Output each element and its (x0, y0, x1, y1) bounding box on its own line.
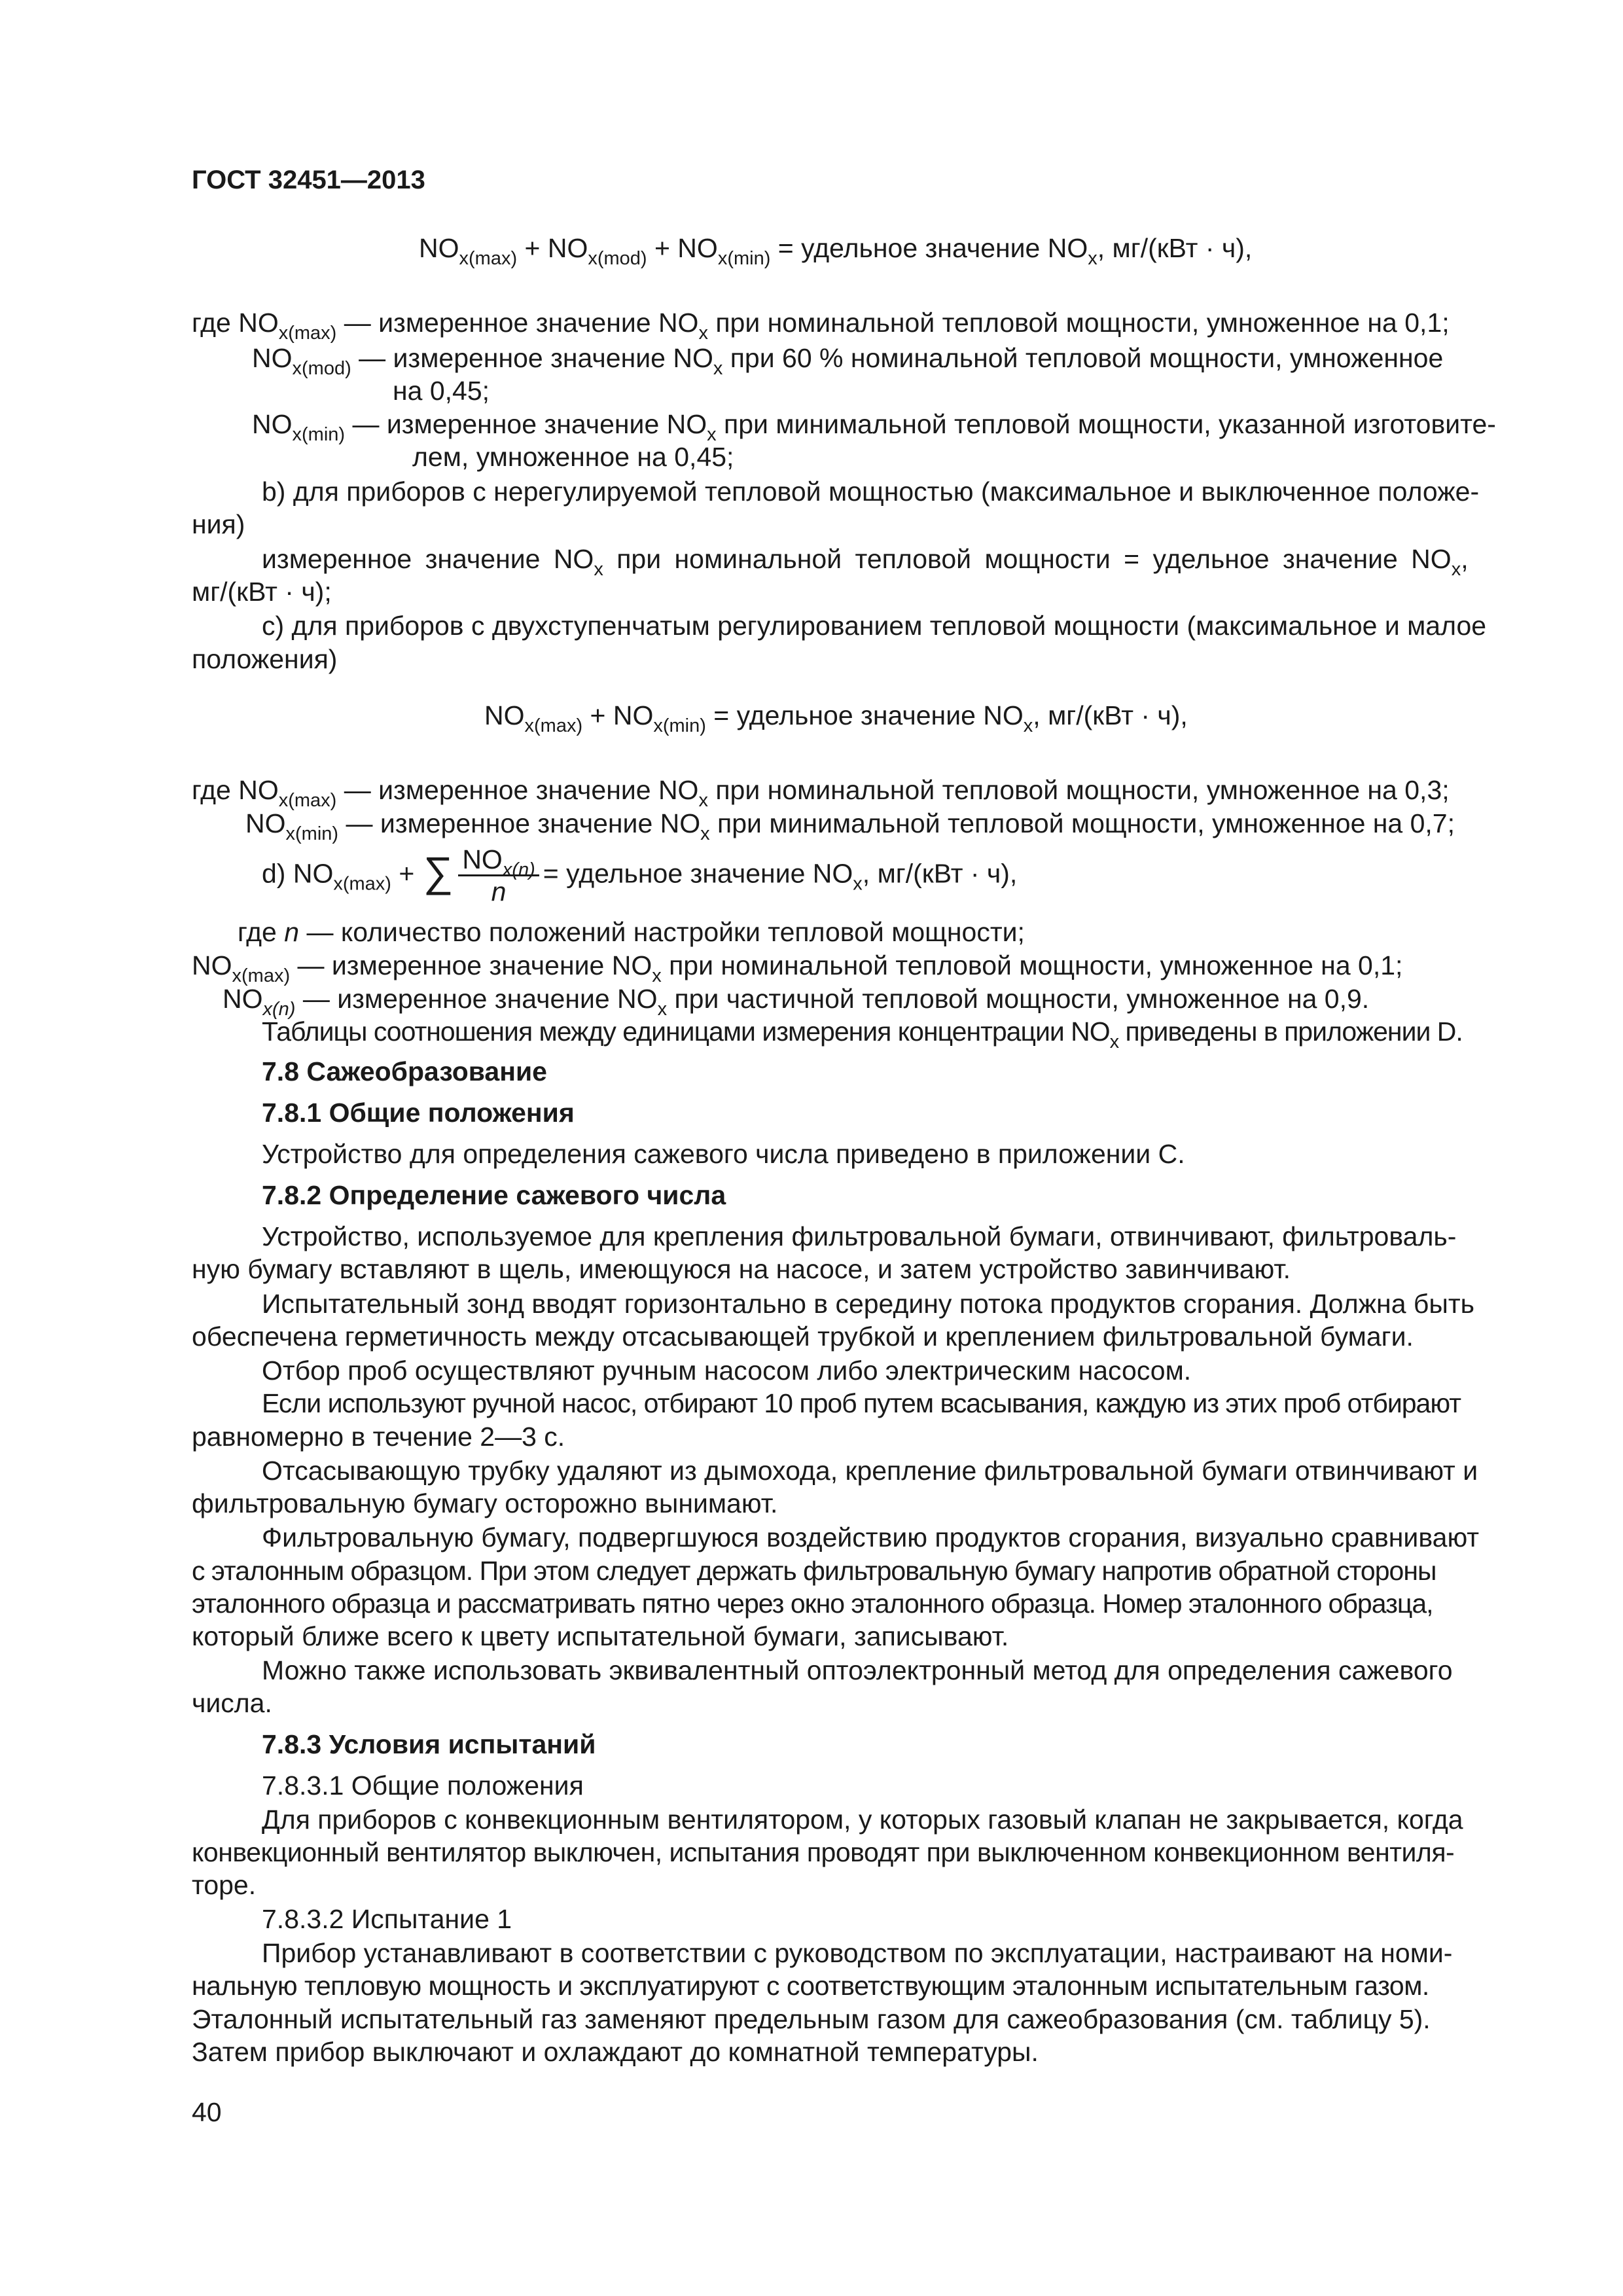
paragraph-line: фильтровальную бумагу осторожно вынимают. (192, 1488, 778, 1518)
equation-1: $NO_{x(max)} + NO_{x(mod)} + NO_{x(min)}$ = удельное значение $NO_x$, мг/(кВт · ч), (419, 233, 1253, 269)
item-b-equation: измеренное значение $NO_x$ при номинальной тепловой мощности = удельное значение $NO_x$, (262, 544, 1469, 580)
paragraph-line: Затем прибор выключают и охлаждают до комнатной температуры. (192, 2037, 1039, 2067)
paragraph-line: Устройство, используемое для крепления фильтровальной бумаги, отвинчивают, фильтроваль- (262, 1221, 1457, 1251)
list-item-c-cont: положения) (192, 644, 338, 674)
list-item-b: b) для приборов с нерегулируемой тепловой мощностью (максимальное и выключенное положе- (262, 476, 1480, 507)
where-line: где $NO_{x(max)}$ — измеренное значение $NO_x$ при номинальной тепловой мощности, умноженное на 0,3; (192, 775, 1450, 811)
subsection-heading-7-8-3-2: 7.8.3.2 Испытание 1 (262, 1904, 512, 1934)
equation-2: $NO_{x(max)} + NO_{x(min)}$ = удельное значение $NO_x$, мг/(кВт · ч), (484, 700, 1188, 736)
paragraph: Устройство для определения сажевого числа приведено в приложении С. (262, 1139, 1185, 1169)
where-line: где $NO_{x(max)}$ — измеренное значение $NO_x$ при номинальной тепловой мощности, умноженное на 0,1; (192, 308, 1450, 344)
paragraph-line: Если используют ручной насос, отбирают 10 проб путем всасывания, каждую из этих проб отбирают (262, 1388, 1461, 1418)
paragraph-line: торе. (192, 1870, 257, 1900)
document-header: ГОСТ 32451—2013 (192, 166, 425, 194)
paragraph-line: конвекционный вентилятор выключен, испытания проводят при выключенном конвекционном вентиля- (192, 1837, 1455, 1867)
paragraph-line: Фильтровальную бумагу, подвергшуюся воздействию продуктов сгорания, визуально сравнивают (262, 1522, 1480, 1552)
where-line: $NO_{x(min)}$ — измеренное значение $NO_x$ при минимальной тепловой мощности, указанной изготовите- (252, 409, 1496, 445)
where-line-continuation: на 0,45; (393, 376, 490, 406)
fraction: $\frac{NO_{x(n)}}{n}$ (458, 844, 539, 906)
page-number: 40 (192, 2097, 222, 2127)
subsection-heading-7-8-3-1: 7.8.3.1 Общие положения (262, 1770, 584, 1801)
section-heading-7-8-3: 7.8.3 Условия испытаний (262, 1729, 596, 1759)
paragraph-line: равномерно в течение 2—3 с. (192, 1422, 565, 1452)
paragraph-line: нальную тепловую мощность и эксплуатируют с соответствующим эталонным испытательным газом. (192, 1971, 1429, 2001)
where-line: где n — количество положений настройки тепловой мощности; (238, 917, 1025, 947)
item-d-equation: d) $NO_{x(max)}$ + ∑ $\frac{NO_{x(n)}}{n}$ = удельное значение $NO_x$, мг/(кВт · ч), (262, 844, 1018, 906)
section-heading-7-8: 7.8 Сажеобразование (262, 1056, 547, 1086)
list-item-c: c) для приборов с двухступенчатым регулированием тепловой мощности (максимальное и малое (262, 611, 1487, 641)
paragraph-line: обеспечена герметичность между отсасывающей трубкой и креплением фильтровальной бумаги. (192, 1321, 1414, 1352)
paragraph-line: числа. (192, 1688, 272, 1718)
paragraph-line: ную бумагу вставляют в щель, имеющуюся на насосе, и затем устройство завинчивают. (192, 1254, 1291, 1284)
where-line: $NO_{x(max)}$ — измеренное значение $NO_x$ при номинальной тепловой мощности, умноженное на 0,1; (192, 950, 1403, 986)
paragraph-line: эталонного образца и рассматривать пятно через окно эталонного образца. Номер эталонного образца, (192, 1588, 1433, 1619)
paragraph-line: Прибор устанавливают в соответствии с руководством по эксплуатации, настраивают на номи- (262, 1938, 1453, 1968)
item-b-equation-cont: мг/(кВт · ч); (192, 577, 332, 607)
sum-symbol: ∑ (423, 848, 454, 896)
where-line: $NO_{x(n)}$ — измеренное значение $NO_x$ при частичной тепловой мощности, умноженное на 0,9. (223, 984, 1370, 1020)
paragraph-line: Отсасывающую трубку удаляют из дымохода, крепление фильтровальной бумаги отвинчивают и (262, 1456, 1478, 1486)
paragraph-line: который ближе всего к цвету испытательной бумаги, записывают. (192, 1621, 1009, 1651)
section-heading-7-8-1: 7.8.1 Общие положения (262, 1098, 575, 1128)
paragraph-line: Испытательный зонд вводят горизонтально в середину потока продуктов сгорания. Должна быть (262, 1289, 1474, 1319)
list-item-b-cont: ния) (192, 509, 245, 539)
paragraph-line: с эталонным образцом. При этом следует держать фильтровальную бумагу напротив обратной стороны (192, 1556, 1436, 1586)
tables-note: Таблицы соотношения между единицами измерения концентрации $NO_x$ приведены в приложении D. (262, 1016, 1463, 1052)
paragraph-line: Отбор проб осуществляют ручным насосом либо электрическим насосом. (262, 1355, 1192, 1386)
where-line: $NO_{x(mod)}$ — измеренное значение $NO_x$ при 60 % номинальной тепловой мощности, умноженное (252, 343, 1444, 379)
paragraph-line: Можно также использовать эквивалентный оптоэлектронный метод для определения сажевого (262, 1655, 1453, 1685)
paragraph-line: Эталонный испытательный газ заменяют предельным газом для сажеобразования (см. таблицу 5). (192, 2004, 1431, 2034)
where-line: $NO_{x(min)}$ — измеренное значение $NO_x$ при минимальной тепловой мощности, умноженное на 0,7; (245, 808, 1455, 844)
paragraph-line: Для приборов с конвекционным вентилятором, у которых газовый клапан не закрывается, когда (262, 1804, 1463, 1835)
section-heading-7-8-2: 7.8.2 Определение сажевого числа (262, 1180, 726, 1210)
where-line-continuation: лем, умноженное на 0,45; (412, 442, 734, 472)
